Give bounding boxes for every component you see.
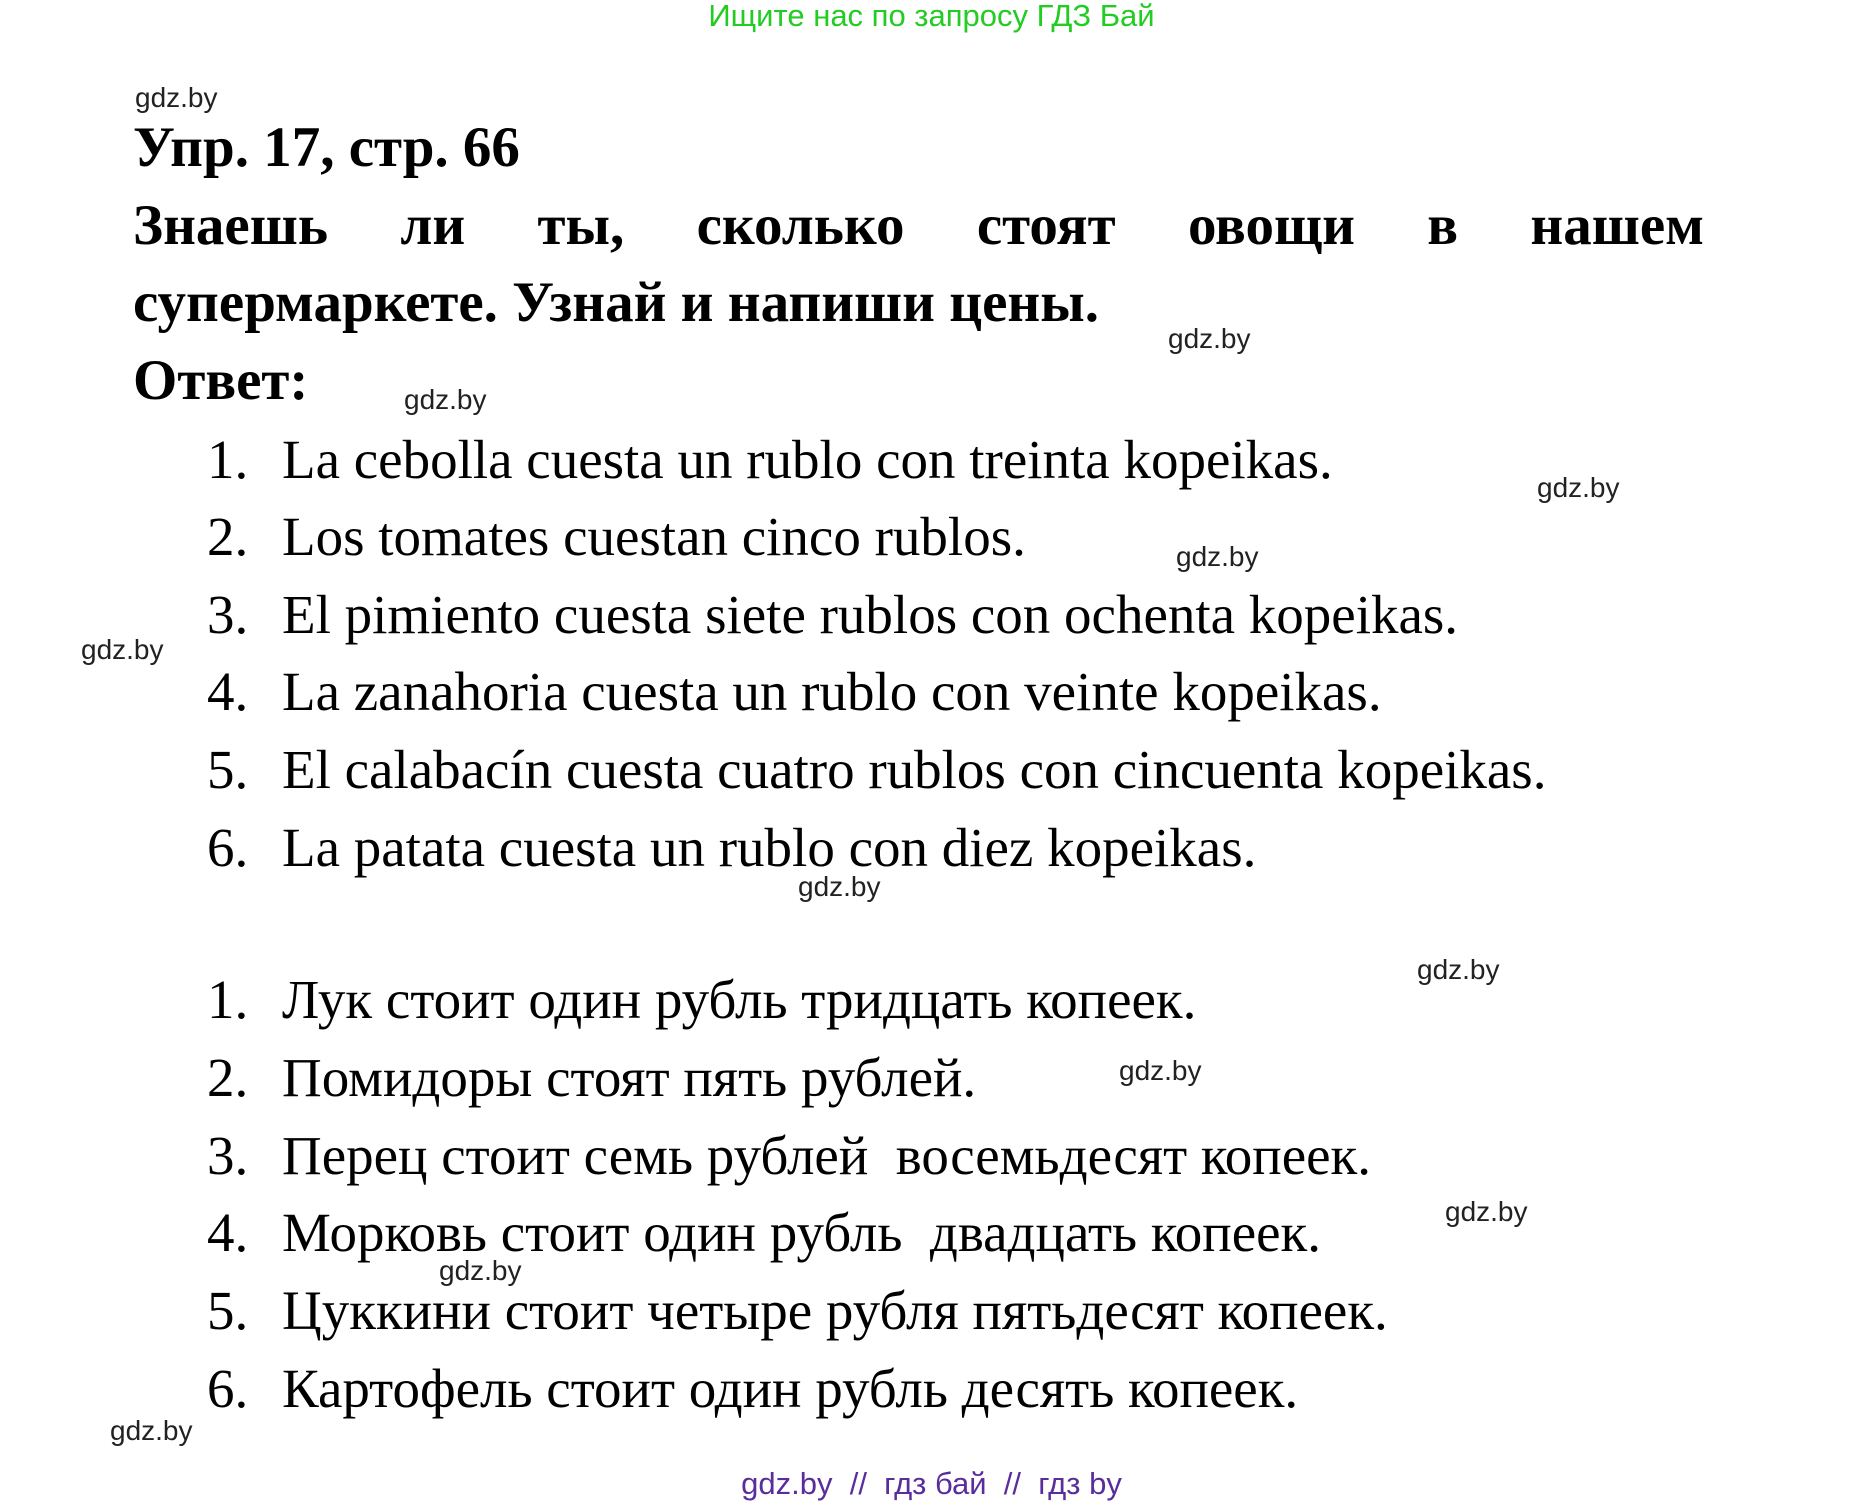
- answer-label: Ответ:: [133, 349, 309, 412]
- list-item: La cebolla cuesta un rublo con treinta kopeikas.: [282, 429, 1333, 490]
- list-item: Помидоры стоят пять рублей.: [282, 1047, 977, 1108]
- list-item: Los tomates cuestan cinco rublos.: [282, 506, 1026, 567]
- search-banner: Ищите нас по запросу ГДЗ Бай: [708, 0, 1155, 33]
- list-item-number: 4.: [207, 661, 249, 722]
- watermark: gdz.by: [135, 82, 218, 113]
- list-item-number: 3.: [207, 584, 249, 645]
- question-line-1: Знаешь ли ты, сколько стоят овощи в нашем: [133, 194, 1704, 257]
- list-item-number: 5.: [207, 1280, 249, 1341]
- list-item-number: 2.: [207, 506, 249, 567]
- watermark: gdz.by: [1119, 1055, 1202, 1086]
- exercise-heading: Упр. 17, стр. 66: [133, 116, 520, 179]
- watermark: gdz.by: [1176, 541, 1259, 572]
- list-item-number: 6.: [207, 1358, 249, 1419]
- list-item: El calabacín cuesta cuatro rublos con cincuenta kopeikas.: [282, 739, 1547, 800]
- list-item-number: 3.: [207, 1125, 249, 1186]
- footer-links: gdz.by // гдз бай // гдз by: [741, 1466, 1122, 1501]
- watermark: gdz.by: [439, 1255, 522, 1286]
- question-line-2: супермаркете. Узнай и напиши цены.: [133, 271, 1099, 334]
- watermark: gdz.by: [110, 1415, 193, 1446]
- list-item-number: 4.: [207, 1202, 249, 1263]
- watermark: gdz.by: [404, 384, 487, 415]
- list-item: El pimiento cuesta siete rublos con ochenta kopeikas.: [282, 584, 1459, 645]
- watermark: gdz.by: [1417, 954, 1500, 985]
- list-item-number: 1.: [207, 429, 249, 490]
- list-item: Перец стоит семь рублей восемьдесят копеек.: [282, 1125, 1372, 1186]
- list-item: La zanahoria cuesta un rublo con veinte kopeikas.: [282, 661, 1382, 722]
- list-item-number: 2.: [207, 1047, 249, 1108]
- list-item: Цуккини стоит четыре рубля пятьдесят копеек.: [282, 1280, 1388, 1341]
- list-item: Морковь стоит один рубль двадцать копеек.: [282, 1202, 1321, 1263]
- watermark: gdz.by: [1537, 472, 1620, 503]
- list-item: Лук стоит один рубль тридцать копеек.: [282, 969, 1197, 1030]
- list-item: Картофель стоит один рубль десять копеек.: [282, 1358, 1299, 1419]
- list-item-number: 6.: [207, 817, 249, 878]
- list-item-number: 1.: [207, 969, 249, 1030]
- watermark: gdz.by: [1445, 1196, 1528, 1227]
- list-item-number: 5.: [207, 739, 249, 800]
- watermark: gdz.by: [1168, 323, 1251, 354]
- watermark: gdz.by: [798, 871, 881, 902]
- list-item: La patata cuesta un rublo con diez kopeikas.: [282, 817, 1257, 878]
- watermark: gdz.by: [81, 634, 164, 665]
